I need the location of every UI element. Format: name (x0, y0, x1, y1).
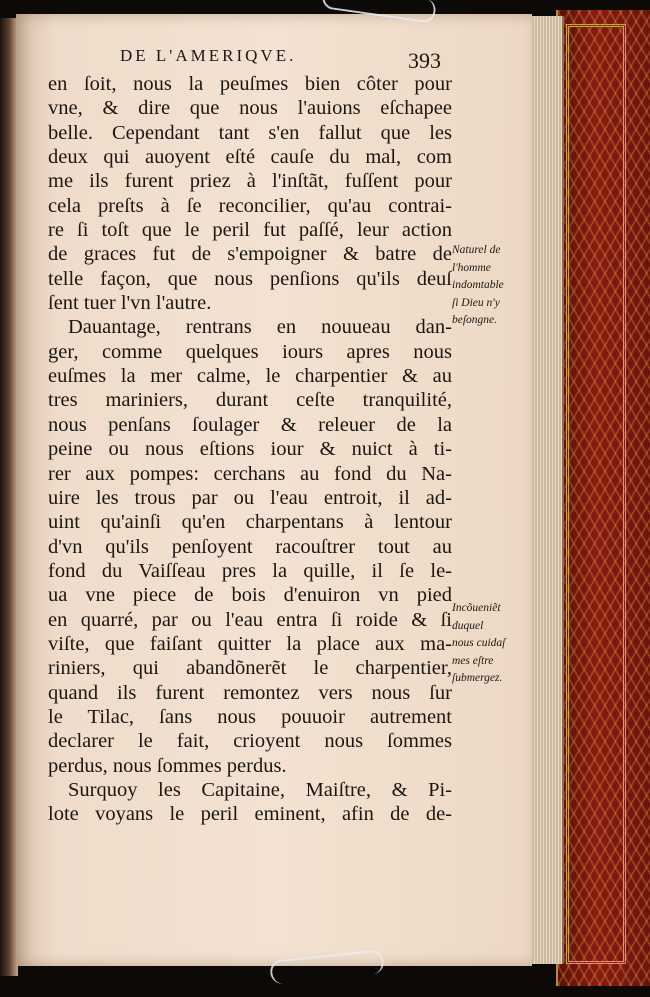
text-line: re ſi toſt que le peril fut paſſé, leur action (48, 219, 452, 242)
running-head: DE L'AMERIQVE. (120, 46, 297, 65)
text-line: me ils furent priez à l'inſtãt, fuſſent pour (48, 170, 452, 193)
text-line: en ſoit, nous la peuſmes bien côter pour (48, 73, 452, 95)
text-line: uint qu'ainſi qu'en charpentans à lentour (48, 511, 452, 534)
marginal-note-line: Naturel de (452, 244, 501, 256)
text-line: Surquoy les Capitaine, Maiſtre, & Pi- (68, 778, 452, 801)
text-line: vne, & dire que nous l'auions eſchapee (48, 97, 452, 120)
book-page (16, 14, 532, 966)
text-line: tres mariniers, durant ceſte tranquilité, (48, 389, 452, 412)
text-line: lote voyans le peril eminent, afin de de- (48, 803, 452, 826)
text-line: de graces fut de s'empoigner & batre de (48, 243, 452, 266)
marginal-note-line: l'homme (452, 261, 491, 274)
text-line: euſmes la mer calme, le charpentier & au (48, 365, 452, 388)
text-line: d'vn qu'ils penſoyent racouſtrer tout au (48, 535, 452, 558)
text-line: Dauantage, rentrans en nouueau dan- (68, 316, 452, 339)
marginal-note-line: Incõueniẽt (452, 602, 501, 614)
gilt-border-ornament (566, 24, 626, 964)
marginal-note-line: ſi Dieu n'y (452, 296, 500, 309)
text-line: peine ou nous eſtions iour & nuict à ti- (48, 438, 452, 461)
marginal-note-line: indomtable (452, 279, 504, 291)
marginal-note-line: beſongne. (452, 314, 498, 326)
marginal-note-line: duquel (452, 619, 484, 632)
text-line: declarer le fait, crioyent nous ſommes (48, 730, 452, 753)
text-line: telle façon, que nous penſions qu'ils deuſ (48, 267, 452, 290)
text-line: viſte, que faiſant quitter la place aux ma- (48, 632, 452, 655)
text-line: uire les trous par ou l'eau entroit, il ad- (48, 486, 452, 509)
marginal-note-line: mes eſtre (452, 654, 494, 667)
text-line: deux qui auoyent eſté cauſe du mal, com (48, 146, 452, 169)
text-line: perdus, nous ſommes perdus. (48, 754, 287, 777)
marginal-note-line: nous cuidaſ (452, 637, 506, 649)
page-number: 393 (408, 48, 441, 73)
marginal-note (452, 242, 532, 330)
body-text (48, 72, 452, 827)
text-line: fond du Vaiſſeau pres la quille, il ſe le- (48, 559, 452, 582)
text-line: cela preſts à ſe reconcilier, qu'au contrai- (48, 194, 452, 217)
page-fore-edge (528, 16, 564, 964)
text-line: en quarré, par ou l'eau entra ſi roide & ſi (48, 608, 452, 631)
text-line: belle. Cependant tant s'en fallut que les (48, 121, 452, 144)
marginal-note (452, 600, 532, 688)
text-line: ſent tuer l'vn l'autre. (48, 292, 212, 315)
text-line: ger, comme quelques iours apres nous (48, 340, 452, 363)
text-line: le Tilac, ſans nous pouuoir autrement (48, 705, 452, 728)
text-line: rer aux pompes: cerchans au fond du Na- (48, 462, 452, 485)
text-line: riniers, qui abandõnerẽt le charpentier, (48, 657, 452, 680)
text-line: nous penſans ſoulager & releuer de la (48, 413, 452, 436)
marginal-note-line: ſubmergez. (452, 672, 503, 684)
text-line: ua vne piece de bois d'enuiron vn pied (48, 584, 452, 607)
text-line: quand ils furent remontez vers nous ſur (48, 681, 452, 704)
